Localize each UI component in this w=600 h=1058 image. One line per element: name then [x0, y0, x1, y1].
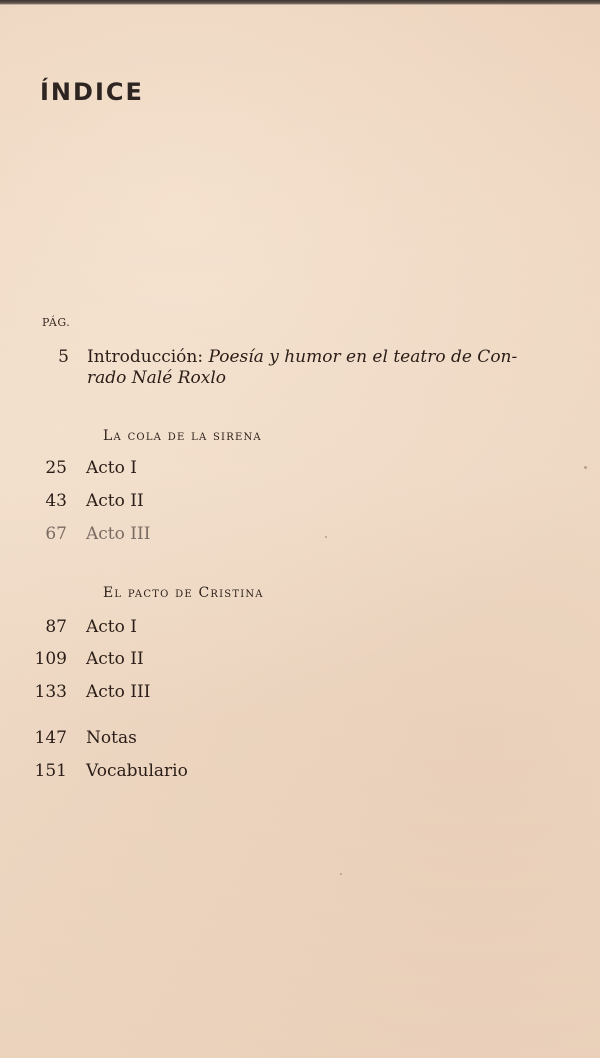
toc-entry-title: Acto II	[86, 491, 144, 511]
toc-page-number: 147	[34, 728, 67, 748]
toc-entry	[0, 489, 600, 513]
toc-entry-title: Acto III	[86, 682, 151, 702]
toc-page-number: 67	[45, 524, 67, 544]
intro-title-part1: Poesía y humor en el teatro de Con-	[208, 347, 518, 367]
intro-label: Introducción:	[87, 347, 204, 367]
intro-page-number: 5	[58, 347, 69, 367]
toc-page-number: 151	[34, 761, 67, 781]
toc-entry-title: Acto II	[86, 649, 144, 669]
toc-entry-vocabulario	[0, 759, 600, 783]
toc-page-number: 87	[45, 617, 67, 637]
paper-speck	[340, 873, 342, 875]
toc-page-number: 43	[45, 491, 67, 511]
toc-entry-title: Vocabulario	[86, 761, 188, 781]
paper-speck	[584, 466, 587, 469]
page-heading: ÍNDICE	[40, 78, 144, 106]
toc-entry	[0, 615, 600, 639]
toc-entry-title: Acto I	[86, 617, 137, 637]
toc-entry	[0, 456, 600, 480]
page-top-edge	[0, 0, 600, 5]
toc-entry-title: Notas	[86, 728, 137, 748]
intro-title-part2: rado Nalé Roxlo	[87, 368, 226, 388]
toc-entry-title: Acto III	[86, 524, 151, 544]
section-title-el-pacto-de-cristina: El pacto de Cristina	[103, 585, 264, 601]
toc-entry	[0, 647, 600, 671]
section-title-la-cola-de-la-sirena: La cola de la sirena	[103, 428, 262, 444]
toc-page-number: 133	[34, 682, 67, 702]
page-column-label: PÁG.	[42, 316, 71, 329]
toc-entry	[0, 522, 600, 546]
intro-entry-line1	[87, 346, 517, 368]
paper-speck	[325, 536, 327, 538]
toc-entry-notas	[0, 726, 600, 750]
toc-page-number: 25	[45, 458, 67, 478]
toc-entry	[0, 680, 600, 704]
toc-entry-title: Acto I	[86, 458, 137, 478]
toc-page-number: 109	[34, 649, 67, 669]
